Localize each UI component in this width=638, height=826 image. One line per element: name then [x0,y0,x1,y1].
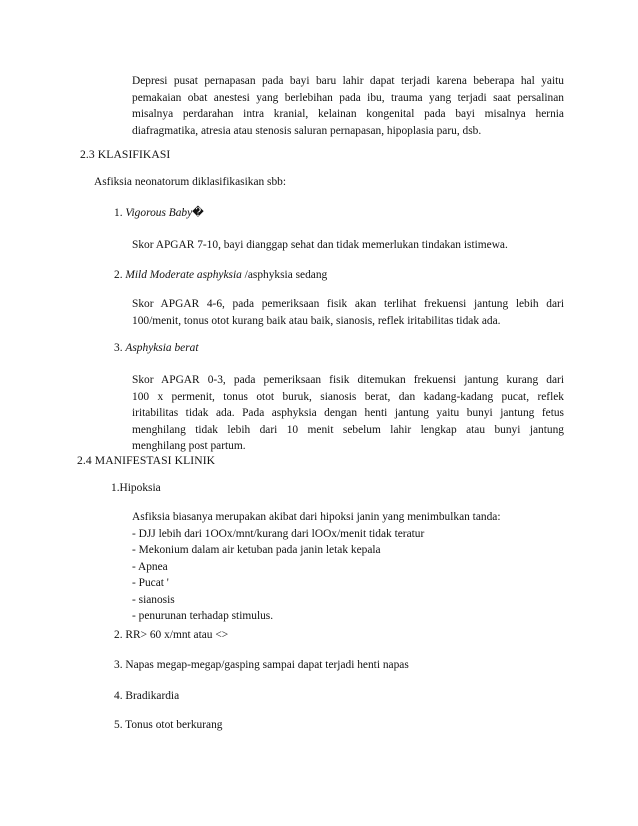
intro-line: pemakaian obat anestesi yang berlebihan pada ibu, trauma yang terjadi saat persalinan [132,91,564,104]
hipoksia-bullet: - penurunan terhadap stimulus. [132,610,274,622]
klasifikasi-item-3-title [114,340,198,357]
item-number: 2. [114,269,123,281]
item-title: Asphyksia berat [125,342,199,354]
hipoksia-bullet: - sianosis [132,593,175,606]
item-desc-line: menghilang post partum. [132,440,246,452]
klasifikasi-item-2-title [114,267,327,284]
item-number: 3. [114,342,123,354]
hipoksia-bullet: - DJJ lebih dari 1OOx/mnt/kurang dari lOOx/menit tidak teratur [132,527,425,540]
klasifikasi-item-2-desc [132,296,564,329]
intro-line: diafragmatika, atresia atau stenosis saluran pernapasan, hipoplasia paru, dsb. [132,124,482,137]
manifestasi-item-2: 2. RR> 60 x/mnt atau <> [114,629,229,641]
manifestasi-sub-hipoksia-title: 1.Hipoksia [111,482,161,494]
hipoksia-bullet: - Pucat ' [132,577,169,589]
item-desc-line: 100 x permenit, tonus otot buruk, sianosis berat, dan kadang-kadang pucat, reflek [132,390,564,403]
hipoksia-bullet: - Mekonium dalam air ketuban pada janin letak kepala [132,544,381,556]
section-heading-klasifikasi: 2.3 KLASIFIKASI [80,148,171,161]
item-title-rest: /asphyksia sedang [241,269,328,281]
item-number: 1. [114,207,123,219]
item-title-suffix: � [192,207,204,219]
intro-line: misalnya perdarahan intra kranial, kelainan kongenital pada bayi misalnya hernia [132,108,564,120]
section-heading-manifestasi-klinik: 2.4 MANIFESTASI KLINIK [77,454,216,467]
item-desc-line: Skor APGAR 0-3, pada pemeriksaan fisik ditemukan frekuensi jantung kurang dari [132,374,564,386]
intro-paragraph [132,73,564,139]
item-desc-line: iritabilitas tidak ada. Pada asphyksia dengan henti jantung yaitu bunyi jantung fetus [132,407,564,419]
klasifikasi-item-3-desc [132,372,564,455]
manifestasi-item-4: 4. Bradikardia [114,690,180,702]
item-desc-line: 100/menit, tonus otot kurang baik atau baik, sianosis, reflek iritabilitas tidak ada. [132,314,501,327]
manifestasi-item-3: 3. Napas megap-megap/gasping sampai dapat terjadi henti napas [114,659,409,671]
item-title: Vigorous Baby [125,207,193,219]
hipoksia-bullet: - Apnea [132,560,168,573]
klasifikasi-item-1-desc [132,237,564,254]
item-desc-line: Skor APGAR 7-10, bayi dianggap sehat dan tidak memerlukan tindakan istimewa. [132,239,508,251]
item-title: Mild Moderate asphyksia [125,269,242,281]
klasifikasi-item-1-title [114,205,204,222]
manifestasi-item-5: 5. Tonus otot berkurang [114,719,223,731]
hipoksia-block [132,509,564,625]
item-desc-line: menghilang tidak lebih dari 10 menit sebelum lahir lengkap atau bunyi jantung [132,423,564,436]
klasifikasi-intro: Asfiksia neonatorum diklasifikasikan sbb: [94,176,287,188]
hipoksia-intro: Asfiksia biasanya merupakan akibat dari hipoksi janin yang menimbulkan tanda: [132,511,501,523]
item-desc-line: Skor APGAR 4-6, pada pemeriksaan fisik akan terlihat frekuensi jantung lebih dari [132,298,564,310]
intro-line: Depresi pusat pernapasan pada bayi baru lahir dapat terjadi karena beberapa hal yaitu [132,75,564,87]
